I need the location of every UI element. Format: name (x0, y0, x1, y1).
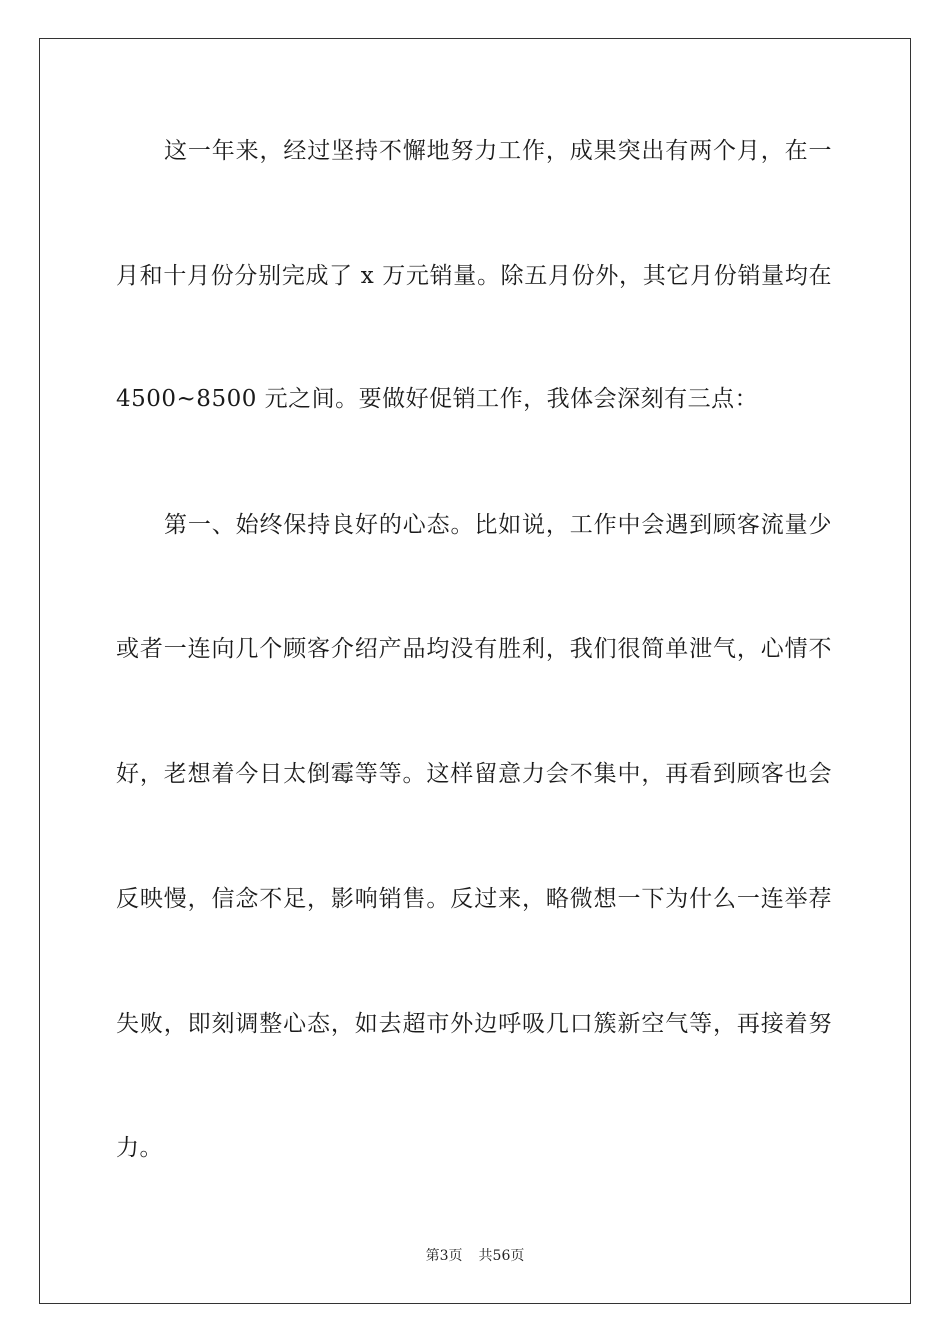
paragraph-2-line-4: 反映慢，信念不足，影响销售。反过来，略微想一下为什么一连举荐 (116, 886, 832, 912)
page-footer (0, 1246, 950, 1266)
paragraph-2-line-6: 力。 (116, 1135, 163, 1161)
page-number: 第3页 (425, 1248, 463, 1264)
paragraph-1-line-3: 4500~8500 元之间。要做好促销工作，我体会深刻有三点： (116, 386, 759, 412)
page-border (39, 38, 911, 1304)
paragraph-2-line-1: 第一、始终保持良好的心态。比如说，工作中会遇到顾客流量少 (164, 512, 832, 538)
paragraph-2-line-2: 或者一连向几个顾客介绍产品均没有胜利，我们很简单泄气，心情不 (116, 636, 832, 662)
paragraph-2-line-5: 失败，即刻调整心态，如去超市外边呼吸几口簇新空气等，再接着努 (116, 1011, 832, 1037)
paragraph-1-line-2: 月和十月份分别完成了 x 万元销量。除五月份外，其它月份销量均在 (116, 263, 832, 289)
paragraph-1-line-1: 这一年来，经过坚持不懈地努力工作，成果突出有两个月，在一 (164, 138, 832, 164)
paragraph-2-line-3: 好，老想着今日太倒霉等等。这样留意力会不集中，再看到顾客也会 (116, 761, 832, 787)
page-total: 共56页 (478, 1248, 525, 1264)
